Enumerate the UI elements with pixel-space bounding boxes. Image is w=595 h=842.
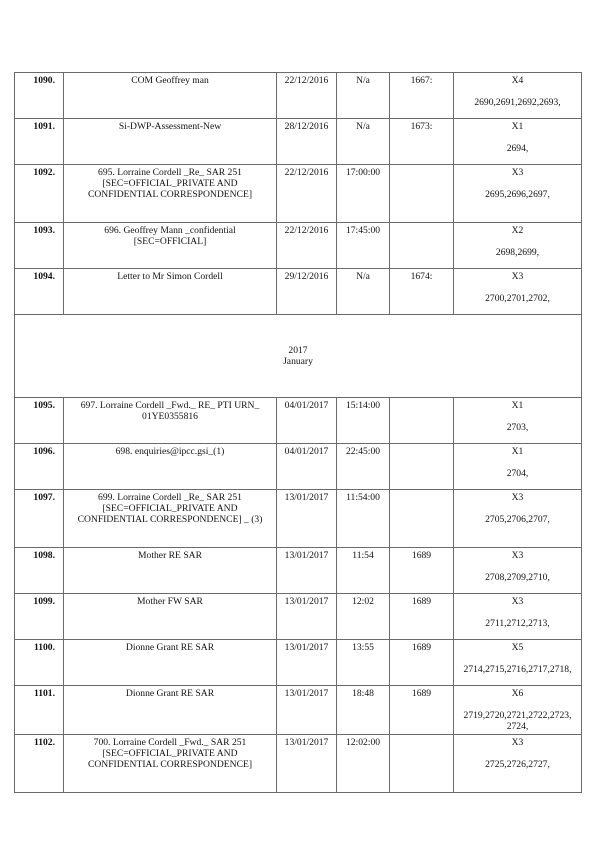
entry-number: 1101. — [15, 686, 64, 735]
entry-pages-cell — [454, 490, 582, 548]
entry-title: COM Geoffrey man — [64, 73, 277, 119]
table-row — [15, 119, 582, 165]
entry-number: 1095. — [15, 398, 64, 444]
entry-date: 13/01/2017 — [277, 686, 337, 735]
entry-pages-cell — [454, 444, 582, 490]
entry-number: 1092. — [15, 165, 64, 223]
section-month: January — [283, 356, 313, 367]
entry-date: 22/12/2016 — [277, 73, 337, 119]
entry-time: N/a — [337, 269, 390, 315]
page-list: 2695,2696,2697, — [485, 189, 550, 200]
table-row — [15, 548, 582, 594]
entry-title: 698. enquiries@ipcc.gsi_(1) — [64, 444, 277, 490]
entry-reference — [390, 223, 454, 269]
entry-pages-cell — [454, 165, 582, 223]
entry-number: 1096. — [15, 444, 64, 490]
page-list: 2719,2720,2721,2722,2723, 2724, — [463, 710, 572, 732]
section-year: 2017 — [288, 345, 308, 356]
entry-reference: 1673: — [390, 119, 454, 165]
entry-pages-cell — [454, 548, 582, 594]
entry-number: 1097. — [15, 490, 64, 548]
table-row — [15, 398, 582, 444]
entry-time: 15:14:00 — [337, 398, 390, 444]
correspondence-log-table — [14, 72, 582, 793]
page-count: X4 — [511, 75, 524, 86]
page-list: 2703, — [506, 422, 529, 433]
entry-pages-cell — [454, 398, 582, 444]
entry-title: Dionne Grant RE SAR — [64, 640, 277, 686]
entry-time: 13:55 — [337, 640, 390, 686]
entry-pages-cell — [454, 640, 582, 686]
table-row — [15, 269, 582, 315]
entry-reference: 1667: — [390, 73, 454, 119]
entry-number: 1098. — [15, 548, 64, 594]
page-count: X2 — [511, 225, 524, 236]
page-count: X6 — [511, 688, 524, 699]
page-list: 2690,2691,2692,2693, — [474, 97, 561, 108]
entry-number: 1090. — [15, 73, 64, 119]
entry-reference: 1689 — [390, 686, 454, 735]
entry-title: 696. Geoffrey Mann _confidential [SEC=OFFICIAL] — [64, 223, 277, 269]
entry-date: 29/12/2016 — [277, 269, 337, 315]
page-count: X3 — [511, 550, 524, 561]
entry-pages-cell — [454, 686, 582, 735]
entry-time: 12:02 — [337, 594, 390, 640]
entry-reference: 1674: — [390, 269, 454, 315]
entry-date: 13/01/2017 — [277, 548, 337, 594]
entry-reference: 1689 — [390, 594, 454, 640]
page-count: X3 — [511, 737, 524, 748]
entry-number: 1102. — [15, 735, 64, 793]
entry-time: 17:00:00 — [337, 165, 390, 223]
table-row — [15, 686, 582, 735]
page-count: X1 — [511, 446, 524, 457]
page-list: 2725,2726,2727, — [485, 759, 550, 770]
entry-title: Si-DWP-Assessment-New — [64, 119, 277, 165]
page-count: X3 — [511, 271, 524, 282]
entry-date: 22/12/2016 — [277, 223, 337, 269]
document-page — [14, 72, 581, 793]
table-row — [15, 73, 582, 119]
entry-title: 695. Lorraine Cordell _Re_ SAR 251 [SEC=OFFICIAL_PRIVATE AND CONFIDENTIAL CORRESPONDENCE] — [64, 165, 277, 223]
table-row — [15, 223, 582, 269]
entry-time: 18:48 — [337, 686, 390, 735]
entry-time: 22:45:00 — [337, 444, 390, 490]
entry-time: 11:54:00 — [337, 490, 390, 548]
page-list: 2694, — [506, 143, 529, 154]
entry-reference — [390, 490, 454, 548]
page-list: 2698,2699, — [495, 247, 540, 258]
entry-date: 22/12/2016 — [277, 165, 337, 223]
table-row — [15, 165, 582, 223]
table-row — [15, 735, 582, 793]
entry-pages-cell — [454, 119, 582, 165]
entry-pages-cell — [454, 73, 582, 119]
entry-time: 12:02:00 — [337, 735, 390, 793]
entry-time: 17:45:00 — [337, 223, 390, 269]
entry-date: 04/01/2017 — [277, 398, 337, 444]
entry-reference — [390, 398, 454, 444]
table-row — [15, 490, 582, 548]
entry-pages-cell — [454, 735, 582, 793]
page-count: X1 — [511, 400, 524, 411]
entry-reference — [390, 444, 454, 490]
page-count: X5 — [511, 642, 524, 653]
entry-time: 11:54 — [337, 548, 390, 594]
entry-title: 697. Lorraine Cordell _Fwd._ RE_ PTI URN_ 01YE0355816 — [64, 398, 277, 444]
entry-date: 28/12/2016 — [277, 119, 337, 165]
entry-date: 13/01/2017 — [277, 735, 337, 793]
entry-number: 1094. — [15, 269, 64, 315]
page-list: 2705,2706,2707, — [485, 514, 550, 525]
page-list: 2708,2709,2710, — [485, 572, 550, 583]
page-list: 2711,2712,2713, — [485, 618, 550, 629]
entry-time: N/a — [337, 119, 390, 165]
entry-title: Letter to Mr Simon Cordell — [64, 269, 277, 315]
entry-title: Mother FW SAR — [64, 594, 277, 640]
entry-date: 13/01/2017 — [277, 490, 337, 548]
page-list: 2700,2701,2702, — [485, 293, 550, 304]
entry-number: 1100. — [15, 640, 64, 686]
section-heading-row — [15, 315, 582, 398]
entry-number: 1093. — [15, 223, 64, 269]
page-list: 2704, — [506, 468, 529, 479]
entry-date: 13/01/2017 — [277, 640, 337, 686]
entry-title: Mother RE SAR — [64, 548, 277, 594]
entry-reference — [390, 165, 454, 223]
entry-reference: 1689 — [390, 548, 454, 594]
page-count: X1 — [511, 121, 524, 132]
entry-date: 13/01/2017 — [277, 594, 337, 640]
entry-number: 1099. — [15, 594, 64, 640]
entry-reference: 1689 — [390, 640, 454, 686]
page-count: X3 — [511, 596, 524, 607]
entry-pages-cell — [454, 223, 582, 269]
entry-title: 700. Lorraine Cordell _Fwd._ SAR 251 [SEC=OFFICIAL_PRIVATE AND CONFIDENTIAL CORRESPONDENCE] — [64, 735, 277, 793]
entry-time: N/a — [337, 73, 390, 119]
page-count: X3 — [511, 167, 524, 178]
entry-pages-cell — [454, 594, 582, 640]
page-list: 2714,2715,2716,2717,2718, — [463, 664, 572, 675]
entry-title: Dionne Grant RE SAR — [64, 686, 277, 735]
entry-reference — [390, 735, 454, 793]
table-row — [15, 640, 582, 686]
section-heading — [15, 315, 582, 398]
entry-title: 699. Lorraine Cordell _Re_ SAR 251 [SEC=OFFICIAL_PRIVATE AND CONFIDENTIAL CORRESPONDENCE] _ (3) — [64, 490, 277, 548]
page-count: X3 — [511, 492, 524, 503]
table-row — [15, 594, 582, 640]
entry-number: 1091. — [15, 119, 64, 165]
entry-date: 04/01/2017 — [277, 444, 337, 490]
entry-pages-cell — [454, 269, 582, 315]
table-row — [15, 444, 582, 490]
